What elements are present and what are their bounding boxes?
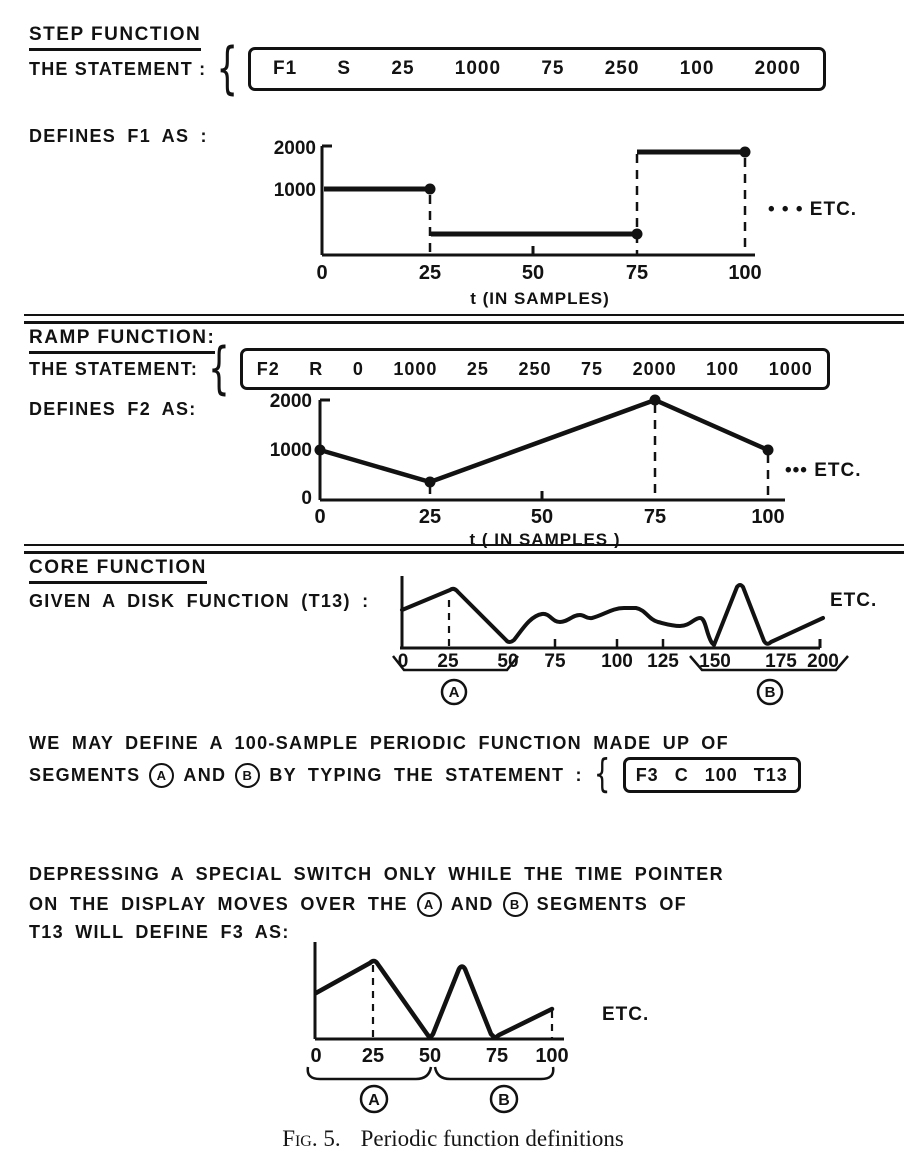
x-tick-label: 75 <box>544 651 566 672</box>
data-point-dot <box>763 445 774 456</box>
statement-token: 0 <box>352 358 364 379</box>
x-tick-label: 75 <box>643 506 667 528</box>
ramp-section-title: RAMP FUNCTION: <box>29 327 215 354</box>
f3-axes <box>315 942 564 1039</box>
etc-label: ETC. <box>602 1004 650 1025</box>
core-given-label: GIVEN A DISK FUNCTION (T13) : <box>29 591 370 611</box>
x-tick-label: 100 <box>751 506 785 528</box>
step-function-plot <box>240 132 906 314</box>
data-point-dot <box>425 184 436 195</box>
figure-caption-text: Periodic function definitions <box>360 1126 624 1151</box>
x-axis-label: t ( IN SAMPLES ) <box>469 530 621 548</box>
ramp-statement-label: THE STATEMENT: <box>29 358 199 379</box>
segment-a-bracket <box>308 1067 431 1079</box>
x-tick-label: 200 <box>807 651 839 672</box>
f3-function-plot <box>240 936 700 1120</box>
x-tick-label: 25 <box>437 651 459 672</box>
etc-label: • • • ETC. <box>768 199 858 220</box>
segment-b-label: B <box>498 1092 510 1109</box>
data-point-dot <box>632 229 643 240</box>
depress-line1: DEPRESSING A SPECIAL SWITCH ONLY WHILE THE TIME POINTER <box>29 864 724 884</box>
statement-token: 1000 <box>768 358 813 379</box>
x-tick-label: 0 <box>316 262 328 284</box>
x-tick-label: 100 <box>728 262 762 284</box>
x-tick-label: 50 <box>530 506 554 528</box>
statement-token: 250 <box>604 58 640 79</box>
depress-line2-post: SEGMENTS OF <box>536 894 687 914</box>
x-axis-label: t (IN SAMPLES) <box>470 289 610 308</box>
segment-a-label: A <box>368 1092 380 1109</box>
depress-line2-mid: AND <box>450 894 494 914</box>
statement-token: 100 <box>704 764 738 785</box>
disk-function-curve <box>402 585 823 645</box>
x-tick-label: 100 <box>535 1045 569 1067</box>
statement-token: T13 <box>753 764 788 785</box>
step-statement-label: THE STATEMENT : <box>29 58 207 79</box>
x-tick-label: 75 <box>485 1045 509 1067</box>
statement-token: 1000 <box>454 58 502 79</box>
step-section-title: STEP FUNCTION <box>29 24 201 51</box>
section-divider <box>24 544 904 554</box>
segment-b-badge: B <box>503 892 528 917</box>
ramp-function-plot <box>240 390 906 548</box>
step-axes <box>322 146 755 255</box>
x-tick-label: 25 <box>361 1045 385 1067</box>
statement-token: 25 <box>391 58 415 79</box>
depress-line3: T13 WILL DEFINE F3 AS: <box>29 922 290 942</box>
x-tick-label: 0 <box>397 651 409 672</box>
x-tick-label: 25 <box>418 262 442 284</box>
y-tick-label: 0 <box>301 488 312 509</box>
x-tick-label: 100 <box>601 651 633 672</box>
x-tick-label: 25 <box>418 506 442 528</box>
figure-caption <box>0 1126 906 1152</box>
x-tick-label: 150 <box>699 651 731 672</box>
segment-b-badge: B <box>235 763 260 788</box>
statement-token: 250 <box>518 358 552 379</box>
depress-line2-pre: ON THE DISPLAY MOVES OVER THE <box>29 894 408 914</box>
x-tick-label: 125 <box>647 651 679 672</box>
x-tick-label: 0 <box>310 1045 322 1067</box>
etc-label: ••• ETC. <box>785 460 862 481</box>
segment-b-label: B <box>764 684 776 701</box>
statement-token: 75 <box>581 358 604 379</box>
compose-line1: WE MAY DEFINE A 100-SAMPLE PERIODIC FUNCTION MADE UP OF <box>29 733 729 753</box>
figure-number: Fig. 5. <box>282 1126 341 1151</box>
y-tick-label: 1000 <box>273 180 316 201</box>
x-tick-label: 50 <box>497 651 519 672</box>
data-point-dot <box>740 147 751 158</box>
y-tick-label: 1000 <box>269 440 312 461</box>
left-brace: { <box>216 36 238 102</box>
section-divider <box>24 314 904 324</box>
y-tick-label: 2000 <box>269 391 312 412</box>
compose-and-word: AND <box>183 764 227 785</box>
statement-token: 2000 <box>632 358 677 379</box>
x-tick-label: 50 <box>418 1045 442 1067</box>
statement-token: R <box>309 358 324 379</box>
ramp-defines-label: DEFINES F2 AS: <box>29 399 197 419</box>
core-section-title: CORE FUNCTION <box>29 557 207 584</box>
compose-segments-word: SEGMENTS <box>29 764 141 785</box>
f3-curve <box>316 961 552 1038</box>
data-point-dot <box>315 445 326 456</box>
statement-token: F2 <box>256 358 280 379</box>
statement-token: F1 <box>272 58 298 79</box>
statement-token: 75 <box>541 58 565 79</box>
disk-function-plot <box>390 566 906 714</box>
left-brace: { <box>208 336 230 402</box>
depress-line2 <box>29 892 687 917</box>
x-tick-label: 50 <box>521 262 545 284</box>
statement-token: 1000 <box>393 358 438 379</box>
etc-label: ETC. <box>830 590 878 611</box>
segment-a-badge: A <box>417 892 442 917</box>
ramp-curve <box>320 400 768 482</box>
x-tick-label: 75 <box>625 262 649 284</box>
statement-token: 2000 <box>754 58 801 79</box>
statement-token: F3 <box>635 764 659 785</box>
segment-b-bracket <box>435 1067 553 1079</box>
data-point-dot <box>650 395 661 406</box>
x-tick-label: 0 <box>314 506 326 528</box>
statement-token: C <box>674 764 689 785</box>
step-defines-label: DEFINES F1 AS : <box>29 126 208 146</box>
statement-token: 100 <box>706 358 740 379</box>
x-tick-label: 175 <box>765 651 797 672</box>
statement-token: 100 <box>679 58 715 79</box>
step-statement-row <box>29 36 826 102</box>
compose-line2 <box>29 752 801 798</box>
core-statement-box <box>623 757 801 793</box>
ramp-axes <box>320 400 785 500</box>
left-brace: { <box>593 752 612 798</box>
compose-rest: BY TYPING THE STATEMENT : <box>269 764 583 785</box>
y-tick-label: 2000 <box>273 138 316 159</box>
ramp-statement-box <box>240 348 830 390</box>
statement-token: S <box>337 58 352 79</box>
segment-a-label: A <box>448 684 460 701</box>
statement-token: 25 <box>466 358 489 379</box>
step-statement-box <box>248 47 826 91</box>
segment-a-badge: A <box>149 763 174 788</box>
data-point-dot <box>425 477 436 488</box>
